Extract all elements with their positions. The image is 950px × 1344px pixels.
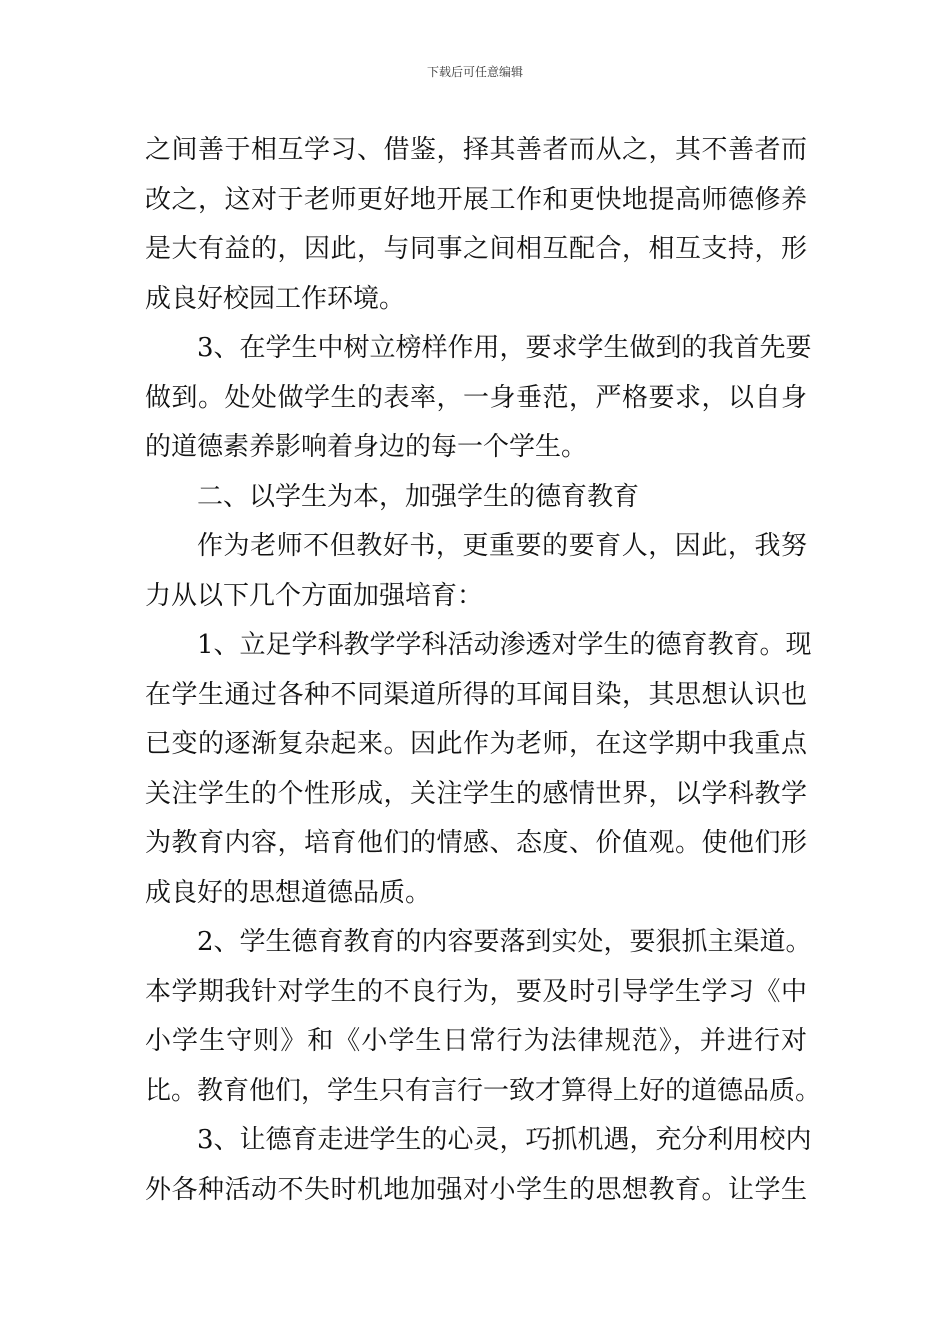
text-line: 已变的逐渐复杂起来。因此作为老师，在这学期中我重点 (145, 729, 807, 759)
text-line: 成良好校园工作环境。 (145, 283, 406, 314)
text-line: 3、让德育走进学生的心灵，巧抓机遇，充分利用校内 (197, 1125, 812, 1155)
text-line: 为教育内容，培育他们的情感、态度、价值观。使他们形 (145, 828, 807, 858)
text-line: 做到。处处做学生的表率，一身垂范，严格要求，以自身 (145, 382, 807, 413)
text-line: 关注学生的个性形成，关注学生的感情世界，以学科教学 (145, 778, 807, 809)
text-line: 改之，这对于老师更好地开展工作和更快地提高师德修养 (145, 184, 807, 215)
text-line: 之间善于相互学习、借鉴，择其善者而从之，其不善者而 (145, 135, 807, 165)
text-line: 力从以下几个方面加强培育： (145, 580, 484, 611)
text-line: 3、在学生中树立榜样作用，要求学生做到的我首先要 (197, 333, 812, 363)
text-line: 的道德素养影响着身边的每一个学生。 (145, 432, 588, 462)
text-line: 小学生守则》和《小学生日常行为法律规范》，并进行对 (145, 1026, 807, 1056)
text-line: 外各种活动不失时机地加强对小学生的思想教育。让学生 (145, 1174, 807, 1205)
document-body (145, 126, 822, 1215)
text-line: 比。教育他们，学生只有言行一致才算得上好的道德品质。 (145, 1075, 822, 1106)
text-line: 成良好的思想道德品质。 (145, 877, 432, 908)
page-header: 下载后可任意编辑 (426, 65, 523, 79)
text-line: 在学生通过各种不同渠道所得的耳闻目染，其思想认识也 (145, 679, 807, 710)
text-line: 是大有益的，因此，与同事之间相互配合，相互支持，形 (145, 234, 807, 264)
text-line: 2、学生德育教育的内容要落到实处，要狠抓主渠道。 (197, 927, 812, 957)
text-line: 二、以学生为本，加强学生的德育教育 (197, 481, 640, 512)
text-line: 1、立足学科教学学科活动渗透对学生的德育教育。现 (197, 630, 812, 660)
text-line: 作为老师不但教好书，更重要的要育人，因此，我努 (197, 531, 807, 561)
text-line: 本学期我针对学生的不良行为，要及时引导学生学习《中 (145, 976, 807, 1007)
